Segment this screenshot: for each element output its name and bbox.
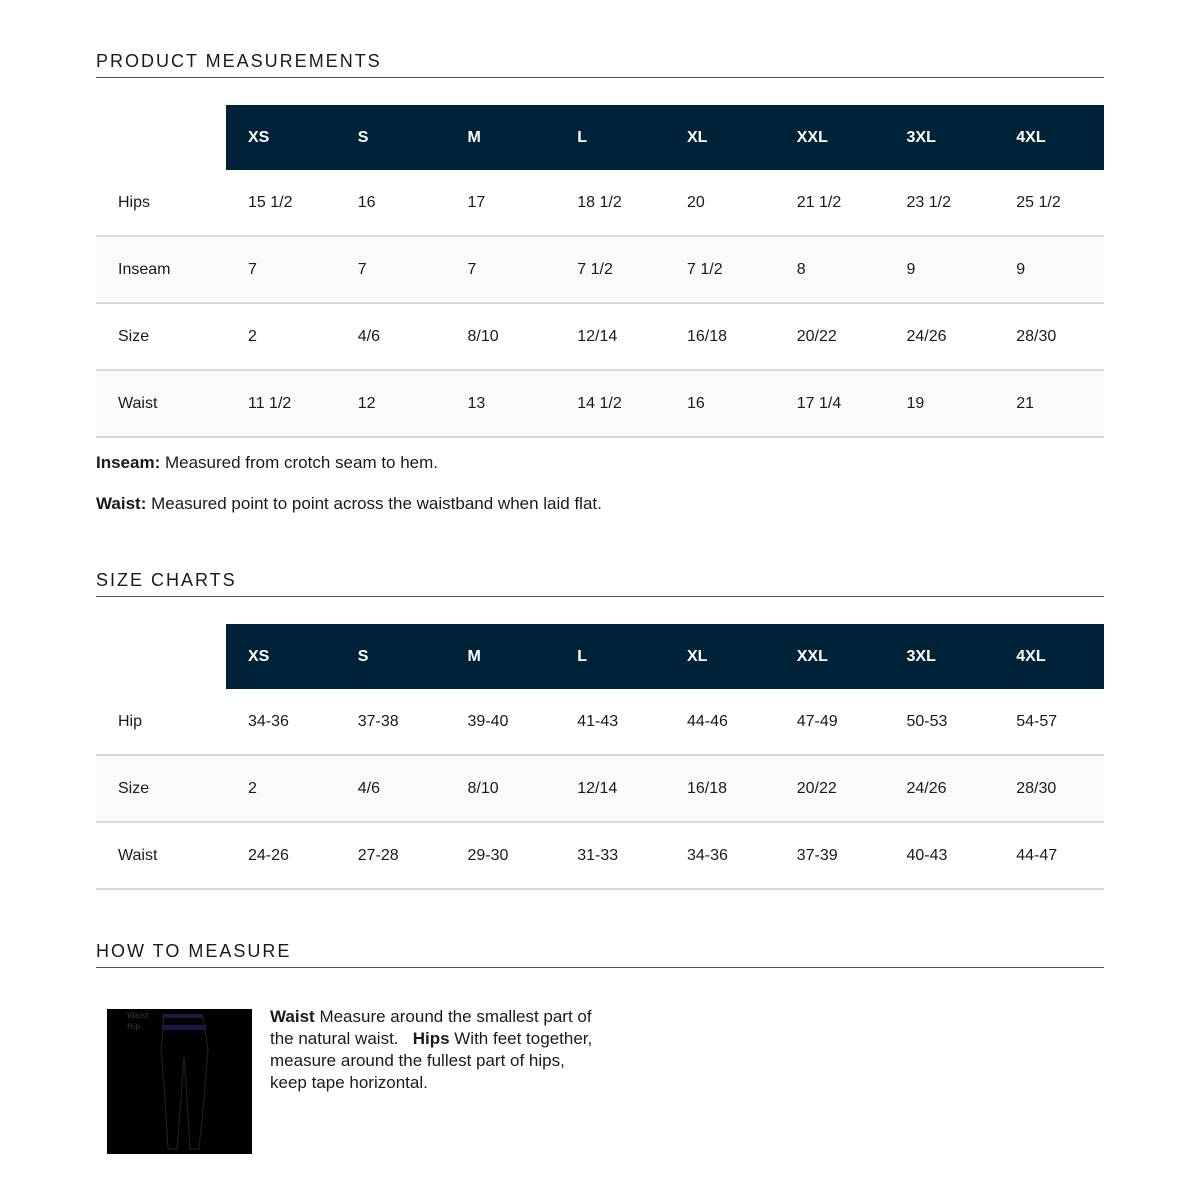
table-cell: 14 1/2: [555, 370, 665, 437]
table-cell: 16/18: [665, 303, 775, 370]
section-title-size-charts: SIZE CHARTS: [96, 570, 1104, 597]
table-cell: 20/22: [775, 303, 885, 370]
size-header: L: [555, 105, 665, 170]
header-blank-cell: [96, 105, 226, 170]
table-row-waist: [96, 822, 1104, 889]
table-cell: 18 1/2: [555, 170, 665, 236]
table-cell: 13: [446, 370, 556, 437]
table-cell: 25 1/2: [994, 170, 1104, 236]
size-header: 4XL: [994, 105, 1104, 170]
table-cell: 23 1/2: [885, 170, 995, 236]
table-row-inseam: [96, 236, 1104, 303]
table-header-row: [96, 624, 1104, 689]
table-cell: 9: [885, 236, 995, 303]
table-cell: 16: [665, 370, 775, 437]
table-cell: 7: [446, 236, 556, 303]
table-row-hips: [96, 170, 1104, 236]
product-measurements-table: [96, 105, 1104, 438]
table-cell: 44-46: [665, 689, 775, 755]
table-cell: 2: [226, 755, 336, 822]
table-cell: 44-47: [994, 822, 1104, 889]
table-cell: 8/10: [446, 303, 556, 370]
row-label: Waist: [96, 822, 226, 889]
table-cell: 34-36: [226, 689, 336, 755]
how-to-measure-description: [270, 1006, 600, 1094]
table-header-row: [96, 105, 1104, 170]
table-cell: 12/14: [555, 755, 665, 822]
table-cell: 39-40: [446, 689, 556, 755]
row-label: Size: [96, 303, 226, 370]
table-cell: 16: [336, 170, 446, 236]
table-cell: 19: [885, 370, 995, 437]
table-cell: 54-57: [994, 689, 1104, 755]
table-cell: 4/6: [336, 755, 446, 822]
size-header: 3XL: [885, 105, 995, 170]
waist-instruction: Measure around the smallest part of the natural waist.: [270, 1007, 592, 1048]
section-title-product-measurements: PRODUCT MEASUREMENTS: [96, 51, 1104, 78]
table-cell: 40-43: [885, 822, 995, 889]
table-cell: 7: [336, 236, 446, 303]
leggings-silhouette-icon: [107, 1009, 252, 1154]
table-cell: 17 1/4: [775, 370, 885, 437]
table-cell: 47-49: [775, 689, 885, 755]
size-charts-table: [96, 624, 1104, 890]
size-header: XS: [226, 624, 336, 689]
table-cell: 27-28: [336, 822, 446, 889]
table-cell: 34-36: [665, 822, 775, 889]
note-inseam: [96, 453, 438, 473]
size-header: XL: [665, 624, 775, 689]
hips-instruction: With feet together, measure around the fullest part of hips, keep tape horizontal.: [270, 1029, 593, 1092]
table-cell: 15 1/2: [226, 170, 336, 236]
row-label: Hips: [96, 170, 226, 236]
table-row-waist: [96, 370, 1104, 437]
table-cell: 12: [336, 370, 446, 437]
table-cell: 24/26: [885, 755, 995, 822]
table-cell: 2: [226, 303, 336, 370]
table-cell: 8: [775, 236, 885, 303]
table-cell: 41-43: [555, 689, 665, 755]
table-cell: 4/6: [336, 303, 446, 370]
table-cell: 8/10: [446, 755, 556, 822]
note-term: Inseam:: [96, 453, 161, 472]
size-header: L: [555, 624, 665, 689]
table-row-hip: [96, 689, 1104, 755]
table-cell: 7: [226, 236, 336, 303]
table-cell: 9: [994, 236, 1104, 303]
table-row-size: [96, 755, 1104, 822]
note-waist: [96, 494, 602, 514]
note-term: Waist:: [96, 494, 147, 513]
table-cell: 11 1/2: [226, 370, 336, 437]
table-cell: 37-38: [336, 689, 446, 755]
size-header: S: [336, 624, 446, 689]
table-cell: 28/30: [994, 303, 1104, 370]
table-cell: 29-30: [446, 822, 556, 889]
table-cell: 24-26: [226, 822, 336, 889]
table-cell: 17: [446, 170, 556, 236]
table-cell: 20/22: [775, 755, 885, 822]
header-blank-cell: [96, 624, 226, 689]
figure-hip-label: Hip: [127, 1022, 141, 1031]
size-header: XS: [226, 105, 336, 170]
table-cell: 20: [665, 170, 775, 236]
size-header: M: [446, 105, 556, 170]
table-cell: 21: [994, 370, 1104, 437]
table-cell: 7 1/2: [555, 236, 665, 303]
note-text: Measured point to point across the waistband when laid flat.: [146, 494, 602, 513]
figure-waist-label: Waist: [127, 1011, 149, 1020]
size-header: XXL: [775, 624, 885, 689]
size-header: 4XL: [994, 624, 1104, 689]
row-label: Waist: [96, 370, 226, 437]
waist-term: Waist: [270, 1007, 315, 1026]
table-cell: 16/18: [665, 755, 775, 822]
table-cell: 7 1/2: [665, 236, 775, 303]
table-cell: 21 1/2: [775, 170, 885, 236]
table-cell: 28/30: [994, 755, 1104, 822]
hips-term: Hips: [412, 1029, 450, 1048]
table-cell: 50-53: [885, 689, 995, 755]
row-label: Size: [96, 755, 226, 822]
table-cell: 37-39: [775, 822, 885, 889]
row-label: Hip: [96, 689, 226, 755]
note-text: Measured from crotch seam to hem.: [160, 453, 439, 472]
size-header: XL: [665, 105, 775, 170]
size-header: 3XL: [885, 624, 995, 689]
table-row-size: [96, 303, 1104, 370]
row-label: Inseam: [96, 236, 226, 303]
table-cell: 31-33: [555, 822, 665, 889]
table-cell: 12/14: [555, 303, 665, 370]
measurement-figure-image: [107, 1009, 252, 1154]
table-cell: 24/26: [885, 303, 995, 370]
size-header: XXL: [775, 105, 885, 170]
size-header: M: [446, 624, 556, 689]
section-title-how-to-measure: HOW TO MEASURE: [96, 941, 1104, 968]
size-header: S: [336, 105, 446, 170]
